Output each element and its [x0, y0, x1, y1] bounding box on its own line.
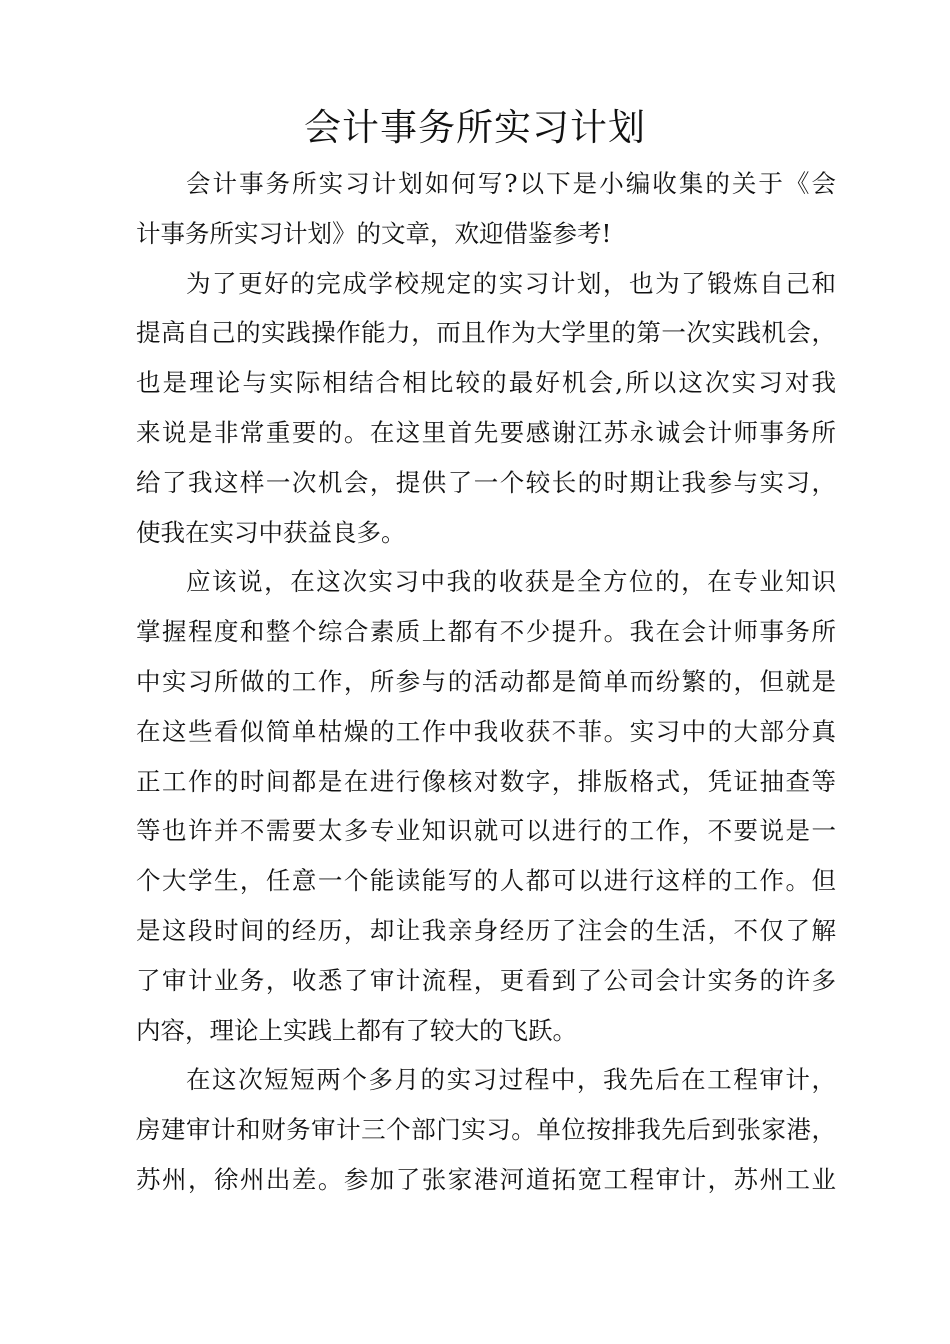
text-line: 会计事务所实习计划如何写?以下是小编收集的关于《会 — [186, 169, 836, 198]
text-line: 给了我这样一次机会，提供了一个较长的时期让我参与实习， — [136, 467, 836, 497]
text-line: 掌握程度和整个综合素质上都有不少提升。我在会计师事务所 — [136, 617, 836, 647]
text-line: 应该说，在这次实习中我的收获是全方位的，在专业知识 — [186, 567, 836, 597]
document-body — [136, 159, 836, 1205]
text-line: 为了更好的完成学校规定的实习计划，也为了锻炼自己和 — [186, 268, 836, 298]
text-line: 提高自己的实践操作能力，而且作为大学里的第一次实践机会， — [136, 318, 836, 348]
text-line: 等也许并不需要太多专业知识就可以进行的工作，不要说是一 — [136, 816, 836, 846]
text-line: 使我在实习中获益良多。 — [136, 517, 406, 547]
text-line: 是这段时间的经历，却让我亲身经历了注会的生活，不仅了解 — [136, 915, 836, 945]
text-line: 了审计业务，收悉了审计流程，更看到了公司会计实务的许多 — [136, 965, 836, 995]
text-line: 也是理论与实际相结合相比较的最好机会,所以这次实习对我 — [136, 368, 836, 398]
text-line: 房建审计和财务审计三个部门实习。单位按排我先后到张家港， — [136, 1115, 836, 1145]
text-line: 来说是非常重要的。在这里首先要感谢江苏永诚会计师事务所 — [136, 417, 836, 447]
text-line: 在这些看似简单枯燥的工作中我收获不菲。实习中的大部分真 — [136, 716, 836, 746]
text-line: 在这次短短两个多月的实习过程中，我先后在工程审计， — [186, 1065, 836, 1095]
paragraph-1 — [136, 159, 836, 259]
paragraph-2 — [136, 259, 836, 558]
paragraph-3 — [136, 557, 836, 1055]
text-line: 个大学生，任意一个能读能写的人都可以进行这样的工作。但 — [136, 866, 836, 896]
text-line: 计事务所实习计划》的文章，欢迎借鉴参考! — [136, 218, 612, 248]
text-line: 内容，理论上实践上都有了较大的飞跃。 — [136, 1015, 577, 1045]
text-line: 苏州，徐州出差。参加了张家港河道拓宽工程审计，苏州工业 — [136, 1164, 836, 1194]
text-line: 正工作的时间都是在进行像核对数字，排版格式，凭证抽查等 — [136, 766, 836, 796]
text-line: 中实习所做的工作，所参与的活动都是简单而纷繁的，但就是 — [136, 666, 836, 696]
paragraph-4 — [136, 1055, 836, 1204]
document-title: 会计事务所实习计划 — [304, 106, 646, 149]
